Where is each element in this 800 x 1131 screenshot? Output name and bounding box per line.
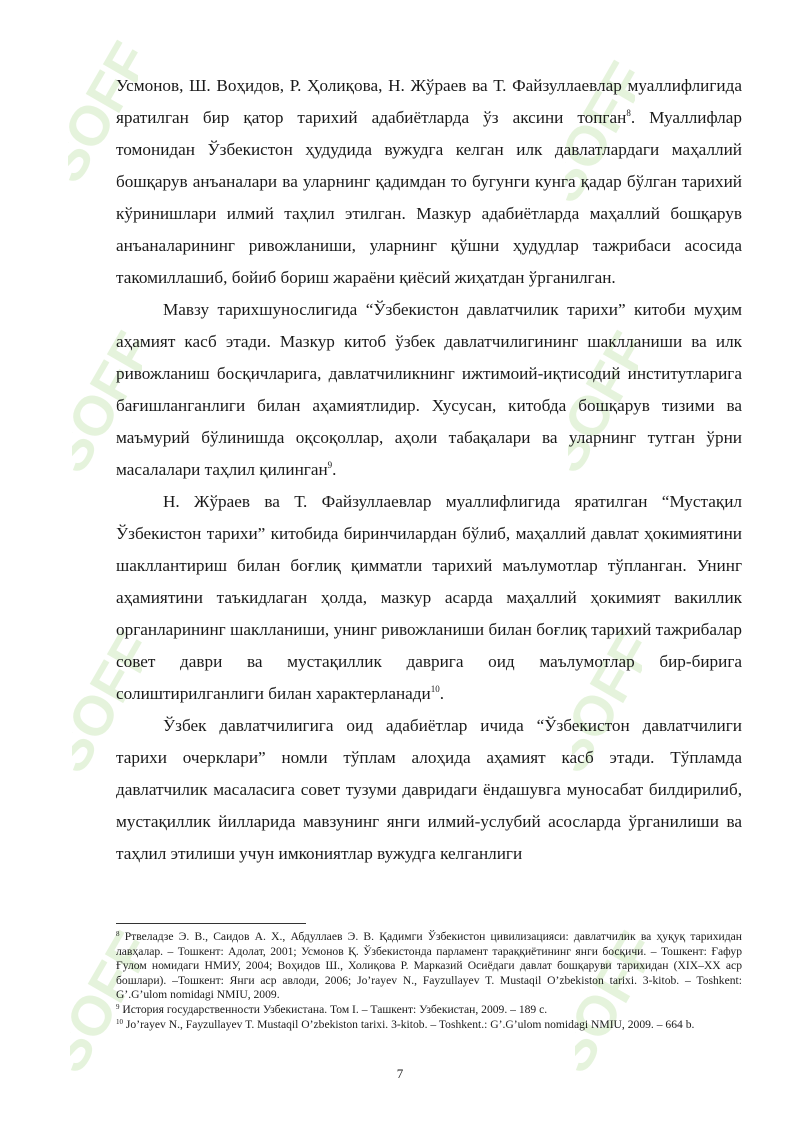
svg-text:SOFF: SOFF	[72, 621, 142, 783]
footnote-number: 10	[116, 1017, 123, 1026]
paragraph-text: Н. Жўраев ва Т. Файзуллаевлар муаллифлигида яратилган “Мустақил Ўзбекистон тарихи” китобида биринчилардан бўлиб, маҳаллий давлат ҳокимиятини шакллантириш билан боғлиқ қимматли тарихий маълумотлар тўпланган. Унинг аҳамиятини таъкидлаган ҳолда, мазкур асарда маҳаллий ҳокимият вакиллик органларининг шаклланиши, унинг ривожланиши билан боғлиқ тарихий тажрибалар совет даври ва мустақиллик даврига оид маълумотлар бир-бирига солиштирилганлиги билан характерланади	[116, 492, 742, 703]
paragraph	[116, 294, 742, 486]
svg-text:SOFF: SOFF	[565, 51, 635, 213]
paragraph-text: . Муаллифлар томонидан Ўзбекистон ҳудудида вужудга келган илк давлатлардаги маҳаллий бошқарув анъаналари ва уларнинг қадимдан то бугунги кунга қадар бўлган тарихий кўринишлари илмий таҳлил этилган. Мазкур адабиётларда маҳаллий бошқарув анъаналарининг ривожланиши, уларнинг қўшни ҳудудлар тажрибаси асосида такомиллашиб, бойиб бориш жараёни қиёсий жиҳатдан ўрганилган.	[116, 108, 742, 287]
svg-text:SOFF: SOFF	[572, 621, 642, 783]
paragraph-text: Мавзу тарихшунослигида “Ўзбекистон давлатчилик тарихи” китоби муҳим аҳамият касб этади. Мазкур китоб ўзбек давлатчилигининг шаклланиши ва илк ривожланиш босқичларига, давлатчиликнинг ижтимоий-иқтисодий институтларига бағишланганлиги билан аҳамиятлидир. Хусусан, китобда бошқарув тизими ва маъмурий бўлинишда оқсоқоллар, аҳоли табақалари ва уларнинг тутган ўрни масалалари таҳлил қилинган	[116, 300, 742, 479]
svg-text:SOFF: SOFF	[568, 321, 638, 483]
footnote-divider	[116, 923, 306, 924]
footnote-number: 9	[116, 1002, 120, 1011]
paragraph-text: .	[332, 460, 337, 479]
footnote-text: История государственности Узбекистана. Том I. – Ташкент: Узбекистан, 2009. – 189 с.	[119, 1002, 548, 1016]
footnote	[116, 930, 742, 1003]
svg-text:SOFF: SOFF	[72, 321, 142, 483]
footnote	[116, 1018, 742, 1033]
footnote-text: Ртвеладзе Э. В., Саидов А. Х., Абдуллаев Э. В. Қадимги Ўзбекистон цивилизацияси: давлатчилик ва ҳуқуқ тарихидан лавҳалар. – Тошкент: Адолат, 2001; Усмонов Қ. Ўзбекистонда парламент тараққиётининг янги босқичи. – Тошкент: Ғафур Ғулом номидаги НМИУ, 2004; Воҳидов Ш., Холиқова Р. Марказий Осиёдаги давлат бошқаруви тарихидан (XIX–XX аср бошлари). –Тошкент: Янги аср авлоди, 2006; Jo’rayev N., Fayzullayev T. Mustaqil O’zbekiston tarixi. 3-kitob. – Toshkent: G’.G’ulom nomidagi NMIU, 2009.	[116, 930, 742, 1002]
page-number: 7	[396, 1066, 404, 1081]
footnote-number: 8	[116, 930, 120, 938]
footnotes	[116, 930, 742, 1032]
paragraph	[116, 70, 742, 294]
svg-text:SOFF: SOFF	[68, 31, 138, 193]
document-body	[116, 70, 742, 870]
svg-text:SOFF: SOFF	[575, 921, 645, 1083]
paragraph-text: Ўзбек давлатчилигига оид адабиётлар ичида “Ўзбекистон давлатчилиги тарихи очерклари” номли тўплам алоҳида аҳамият касб этади. Тўпламда давлатчилик масаласига совет тузуми давридаги ёндашувга муносабат билдирилиб, мустақиллик йилларида мавзунинг янги илмий-услубий асосларда ўрганилиши ва таҳлил этилиши учун имкониятлар вужудга келганлиги	[116, 716, 742, 863]
svg-text:SOFF: SOFF	[70, 921, 140, 1083]
paragraph-text: Усмонов, Ш. Воҳидов, Р. Ҳолиқова, Н. Жўраев ва Т. Файзуллаевлар муаллифлигида яратилган бир қатор тарихий адабиётларда ўз аксини топган	[116, 76, 742, 127]
footnote-text: Jo’rayev N., Fayzullayev T. Mustaqil O’zbekiston tarixi. 3-kitob. – Toshkent.: G’.G’ulom nomidagi NMIU, 2009. – 664 b.	[123, 1017, 695, 1031]
footnote-ref: 10	[430, 684, 440, 694]
paragraph	[116, 486, 742, 710]
footnote	[116, 1003, 742, 1018]
footnote-ref: 8	[626, 108, 631, 118]
paragraph-text: .	[439, 684, 445, 703]
paragraph	[116, 710, 742, 870]
footnote-ref: 9	[327, 460, 333, 470]
